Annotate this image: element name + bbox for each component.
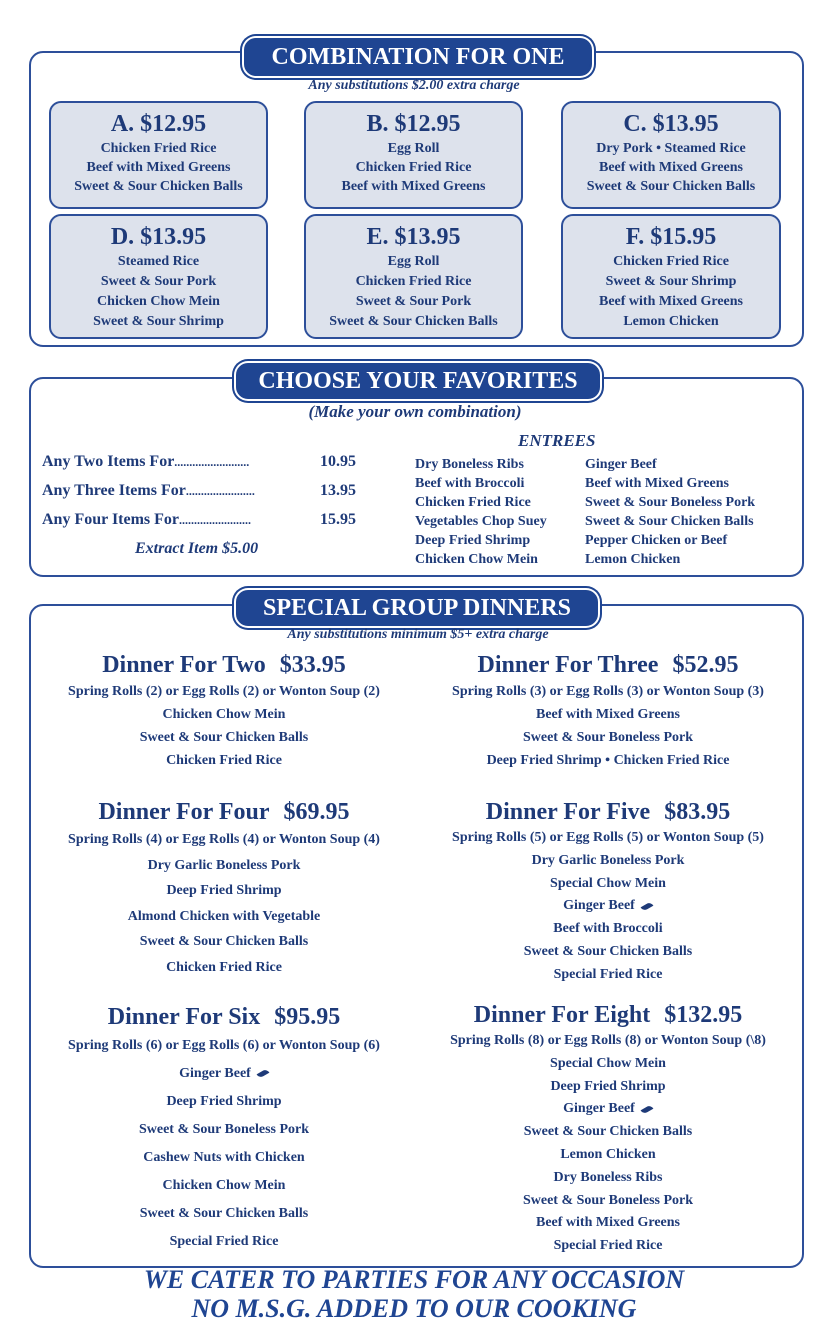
dinner-item: Sweet & Sour Chicken Balls [523,1124,693,1140]
dinner-item: Chicken Chow Mein [162,1178,286,1193]
combo-item: Beef with Mixed Greens [599,294,743,309]
dinner-for-two [40,650,408,772]
dinner-item: Ginger Beef [563,1101,635,1117]
fav-option-label: Any Four Items For [42,511,180,528]
combo-item: Sweet & Sour Chicken Balls [586,179,756,194]
dinner-item: Dry Boneless Ribs [553,1169,663,1185]
combo-price: F. $15.95 [625,224,717,250]
dinner-for-three [424,650,792,772]
entree-item: Sweet & Sour Chicken Balls [585,514,754,529]
dinner-item: Dry Garlic Boneless Pork [147,857,301,873]
dinner-for-six [40,1002,408,1256]
entree-item: Dry Boneless Ribs [415,457,524,472]
dinner-for-four [40,797,408,980]
combo-item: Sweet & Sour Pork [355,294,472,309]
combo-item: Chicken Fried Rice [355,274,472,289]
combo-item: Beef with Mixed Greens [86,160,231,175]
footer-catering: WE CATER TO PARTIES FOR ANY OCCASION [143,1265,685,1294]
fav-option [42,511,251,529]
dinner-name: Dinner For Three [477,652,659,678]
combo-item: Chicken Fried Rice [100,141,217,156]
dinner-item: Sweet & Sour Boneless Pork [522,1192,694,1208]
combo-item: Steamed Rice [117,254,200,269]
dinner-item: Deep Fried Shrimp [550,1078,666,1094]
combo-price: C. $13.95 [623,111,719,137]
hot-pepper-icon [640,1104,653,1114]
entree-item: Pepper Chicken or Beef [585,533,728,548]
combo-item: Lemon Chicken [623,314,719,329]
dinner-item: Special Fried Rice [553,1238,663,1254]
dinner-item: Lemon Chicken [560,1146,656,1162]
favorites-subtitle: (Make your own combination) [308,402,522,421]
fav-option-dots: ....................... [185,484,255,498]
dinner-item: Spring Rolls (3) or Egg Rolls (3) or Wonton Soup (3) [452,684,764,699]
dinner-item: Ginger Beef [563,898,635,914]
combo-price: E. $13.95 [366,224,461,250]
dinner-item: Ginger Beef [179,1066,251,1081]
combo-item: Sweet & Sour Chicken Balls [74,179,243,194]
dinner-name: Dinner For Five [485,799,651,825]
dinner-item: Chicken Fried Rice [166,959,282,975]
dinner-item: Almond Chicken with Vegetable [127,908,321,924]
dinner-item: Special Fried Rice [169,1234,279,1249]
hot-pepper-icon [256,1069,269,1079]
fav-option-price: 13.95 [320,482,356,499]
combo-item: Chicken Fried Rice [355,160,472,175]
fav-option-dots: ........................ [179,513,252,527]
dinner-price: $83.95 [664,799,731,825]
entree-col-2 [585,455,755,569]
dinner-item: Special Fried Rice [553,966,663,982]
entree-item: Chicken Chow Mein [415,552,538,567]
fav-option [42,453,249,471]
entree-item: Beef with Mixed Greens [585,476,729,491]
fav-option-price: 10.95 [320,453,356,470]
dinner-item: Spring Rolls (4) or Egg Rolls (4) or Wonton Soup (4) [68,832,380,847]
dinner-item: Beef with Mixed Greens [536,1215,680,1231]
dinner-item: Spring Rolls (2) or Egg Rolls (2) or Wonton Soup (2) [68,684,380,699]
dinner-price: $69.95 [283,799,350,825]
dinner-item: Sweet & Sour Boneless Pork [522,730,694,745]
combo-item: Sweet & Sour Pork [100,274,217,289]
dinner-item: Cashew Nuts with Chicken [143,1150,305,1165]
dinner-item: Dry Garlic Boneless Pork [531,852,685,868]
dinner-item: Spring Rolls (8) or Egg Rolls (8) or Wonton Soup (\8) [450,1033,766,1048]
entree-item: Sweet & Sour Boneless Pork [585,495,756,510]
combo-box-d [49,214,268,339]
fav-option-label: Any Three Items For [42,482,186,499]
fav-option-price: 15.95 [320,511,356,528]
combo-box-c [561,101,781,209]
combo-item: Dry Pork • Steamed Rice [596,141,746,156]
fav-extra-item: Extract Item $5.00 [135,540,259,557]
combination-subtitle: Any substitutions $2.00 extra charge [308,78,520,93]
entree-item: Chicken Fried Rice [415,495,531,510]
entree-item: Vegetables Chop Suey [415,514,547,529]
combo-item: Egg Roll [387,254,440,269]
favorites-title: CHOOSE YOUR FAVORITES [236,363,600,399]
combo-box-a [49,101,268,209]
dinner-price: $132.95 [664,1002,743,1028]
combo-box-b [304,101,523,209]
combo-item: Sweet & Sour Shrimp [93,314,224,329]
combo-price: A. $12.95 [110,111,207,137]
combo-item: Chicken Chow Mein [97,294,220,309]
dinner-item: Deep Fried Shrimp [166,883,282,898]
fav-option-dots: ......................... [174,455,250,469]
dinner-item: Beef with Mixed Greens [536,707,680,722]
dinner-item: Chicken Chow Mein [162,707,286,722]
dinner-name: Dinner For Two [102,652,266,678]
combo-item: Beef with Mixed Greens [341,179,486,194]
dinner-item: Spring Rolls (6) or Egg Rolls (6) or Wonton Soup (6) [68,1038,380,1053]
entree-col-1 [415,455,547,569]
dinner-price: $95.95 [274,1004,341,1030]
dinner-item: Sweet & Sour Chicken Balls [139,1206,309,1221]
combo-box-e [304,214,523,339]
combo-item: Beef with Mixed Greens [599,160,743,175]
group-title: SPECIAL GROUP DINNERS [236,590,598,626]
dinner-item: Sweet & Sour Chicken Balls [139,730,309,745]
dinner-for-eight [424,1000,792,1258]
hot-pepper-icon [640,901,653,911]
entree-item: Lemon Chicken [585,552,681,567]
combo-price: D. $13.95 [110,224,207,250]
dinner-price: $52.95 [672,652,739,678]
entree-item: Beef with Broccoli [415,476,525,491]
fav-option [42,482,255,500]
combo-item: Chicken Fried Rice [613,254,729,269]
entrees-title: ENTREES [518,431,596,450]
fav-option-label: Any Two Items For [42,453,175,470]
combo-item: Egg Roll [387,141,440,156]
dinner-name: Dinner For Four [98,799,270,825]
dinner-item: Sweet & Sour Boneless Pork [138,1122,310,1137]
dinner-name: Dinner For Six [107,1004,261,1030]
dinner-item: Special Chow Mein [550,875,666,891]
dinner-item: Beef with Broccoli [553,921,663,937]
group-subtitle: Any substitutions minimum $5+ extra charge [287,627,549,642]
combo-box-f [561,214,781,339]
dinner-for-five [424,797,792,987]
dinner-name: Dinner For Eight [473,1002,651,1028]
combination-title: COMBINATION FOR ONE [244,38,592,76]
dinner-item: Deep Fried Shrimp • Chicken Fried Rice [486,753,730,768]
dinner-item: Chicken Fried Rice [166,753,282,768]
dinner-price: $33.95 [279,652,346,678]
dinner-item: Deep Fried Shrimp [166,1094,282,1109]
combo-price: B. $12.95 [366,111,461,137]
combo-item: Sweet & Sour Chicken Balls [329,314,498,329]
combo-item: Sweet & Sour Shrimp [605,274,737,289]
dinner-item: Sweet & Sour Chicken Balls [139,934,309,949]
entree-item: Ginger Beef [585,457,657,472]
dinner-item: Sweet & Sour Chicken Balls [523,943,693,959]
dinner-item: Spring Rolls (5) or Egg Rolls (5) or Wonton Soup (5) [452,830,764,845]
dinner-item: Special Chow Mein [550,1055,666,1071]
entree-item: Deep Fried Shrimp [415,533,531,548]
footer-no-msg: NO M.S.G. ADDED TO OUR COOKING [191,1294,637,1323]
